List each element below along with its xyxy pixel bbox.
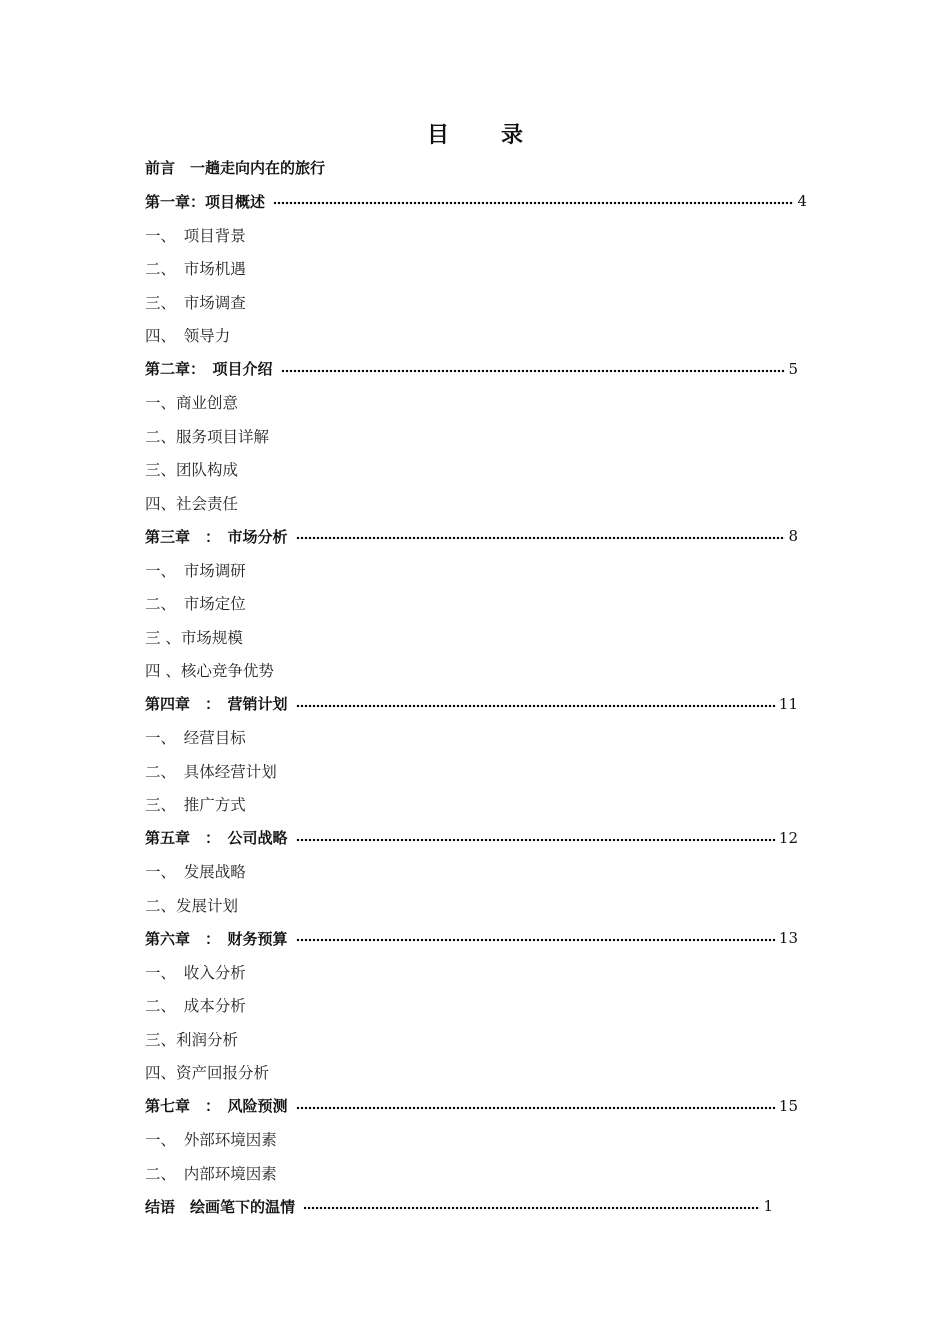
toc-section-entry[interactable] [145,654,845,688]
toc-title [0,118,950,149]
toc-section-entry[interactable] [145,419,845,453]
toc-entry-text: 二、发展计划 [145,896,239,915]
toc-entry-text: 第一章：项目概述 [145,192,266,211]
toc-section-entry[interactable] [145,386,845,420]
dot-leader [296,700,776,708]
toc-page-number: 5 [788,359,798,378]
toc-entry-text: 第三章 ： 市场分析 [145,527,288,546]
toc-page-number: 4 [797,192,807,211]
toc-section-entry[interactable] [145,319,845,353]
dot-leader [296,934,776,942]
toc-section-entry[interactable] [145,788,845,822]
toc-chapter-entry[interactable] [145,151,845,185]
toc-section-entry[interactable] [145,252,845,286]
toc-chapter-entry[interactable] [145,821,798,855]
toc-section-entry[interactable] [145,620,845,654]
toc-section-entry[interactable] [145,888,845,922]
toc-section-entry[interactable] [145,1123,845,1157]
toc-chapter-entry[interactable] [145,687,798,721]
dot-leader [281,365,786,373]
toc-section-entry[interactable] [145,587,845,621]
toc-section-entry[interactable] [145,1156,845,1190]
toc-entry-text: 二、 成本分析 [145,997,246,1016]
toc-chapter-entry[interactable] [145,922,798,956]
toc-entry-text: 三、 推广方式 [145,796,246,815]
toc-entry-text: 二、 市场定位 [145,595,246,614]
toc-section-entry[interactable] [145,754,845,788]
dot-leader [296,1102,776,1110]
toc-entry-text: 三、团队构成 [145,461,239,480]
toc-page-number: 12 [778,828,798,847]
toc-section-entry[interactable] [145,721,845,755]
toc-page-number: 11 [778,694,798,713]
toc-title-char-2: 录 [501,122,524,148]
toc-entry-text: 二、 具体经营计划 [145,762,277,781]
dot-leader [296,532,786,540]
toc-section-entry[interactable] [145,1056,845,1090]
toc-entry-text: 四、社会责任 [145,494,239,513]
toc-section-entry[interactable] [145,218,845,252]
toc-entry-text: 三、 市场调查 [145,293,246,312]
dot-leader [273,197,794,205]
toc-entry-text: 一、 外部环境因素 [145,1131,277,1150]
toc-entry-text: 三、利润分析 [145,1030,239,1049]
toc-chapter-entry[interactable] [145,1089,798,1123]
toc-entry-text: 二、 市场机遇 [145,260,246,279]
toc-chapter-entry[interactable] [145,1190,773,1224]
toc-entry-text: 第七章 ： 风险预测 [145,1097,288,1116]
toc-chapter-entry[interactable] [145,185,807,219]
toc-section-entry[interactable] [145,285,845,319]
toc-entry-text: 一、 收入分析 [145,963,246,982]
toc-entry-text: 第二章： 项目介绍 [145,360,273,379]
toc-entry-text: 二、服务项目详解 [145,427,270,446]
toc-entry-text: 四 、核心竞争优势 [145,662,274,681]
dot-leader [296,834,776,842]
toc-page-number: 1 [763,1197,773,1216]
toc-chapter-entry[interactable] [145,352,798,386]
toc-section-entry[interactable] [145,486,845,520]
dot-leader [303,1202,760,1210]
toc-entry-text: 一、 市场调研 [145,561,246,580]
toc-section-entry[interactable] [145,955,845,989]
toc-chapter-entry[interactable] [145,520,798,554]
toc-title-char-1: 目 [426,122,449,148]
toc-entry-text: 一、 项目背景 [145,226,246,245]
toc-page-number: 8 [788,527,798,546]
toc-entry-text: 三 、市场规模 [145,628,243,647]
toc-entry-text: 结语 绘画笔下的温情 [145,1197,296,1216]
toc-page-number: 15 [778,1096,798,1115]
table-of-contents [145,151,845,1223]
toc-entry-text: 一、 发展战略 [145,863,246,882]
toc-section-entry[interactable] [145,1022,845,1056]
toc-entry-text: 四、 领导力 [145,327,231,346]
toc-section-entry[interactable] [145,855,845,889]
toc-section-entry[interactable] [145,989,845,1023]
toc-entry-text: 第四章 ： 营销计划 [145,695,288,714]
toc-entry-text: 第五章 ： 公司战略 [145,829,288,848]
toc-page-number: 13 [778,929,798,948]
toc-entry-text: 一、 经营目标 [145,729,246,748]
toc-section-entry[interactable] [145,553,845,587]
toc-entry-text: 前言 一趟走向内在的旅行 [145,159,326,178]
toc-entry-text: 第六章 ： 财务预算 [145,929,288,948]
toc-entry-text: 一、商业创意 [145,394,239,413]
toc-section-entry[interactable] [145,453,845,487]
toc-entry-text: 二、 内部环境因素 [145,1164,277,1183]
toc-entry-text: 四、资产回报分析 [145,1064,270,1083]
